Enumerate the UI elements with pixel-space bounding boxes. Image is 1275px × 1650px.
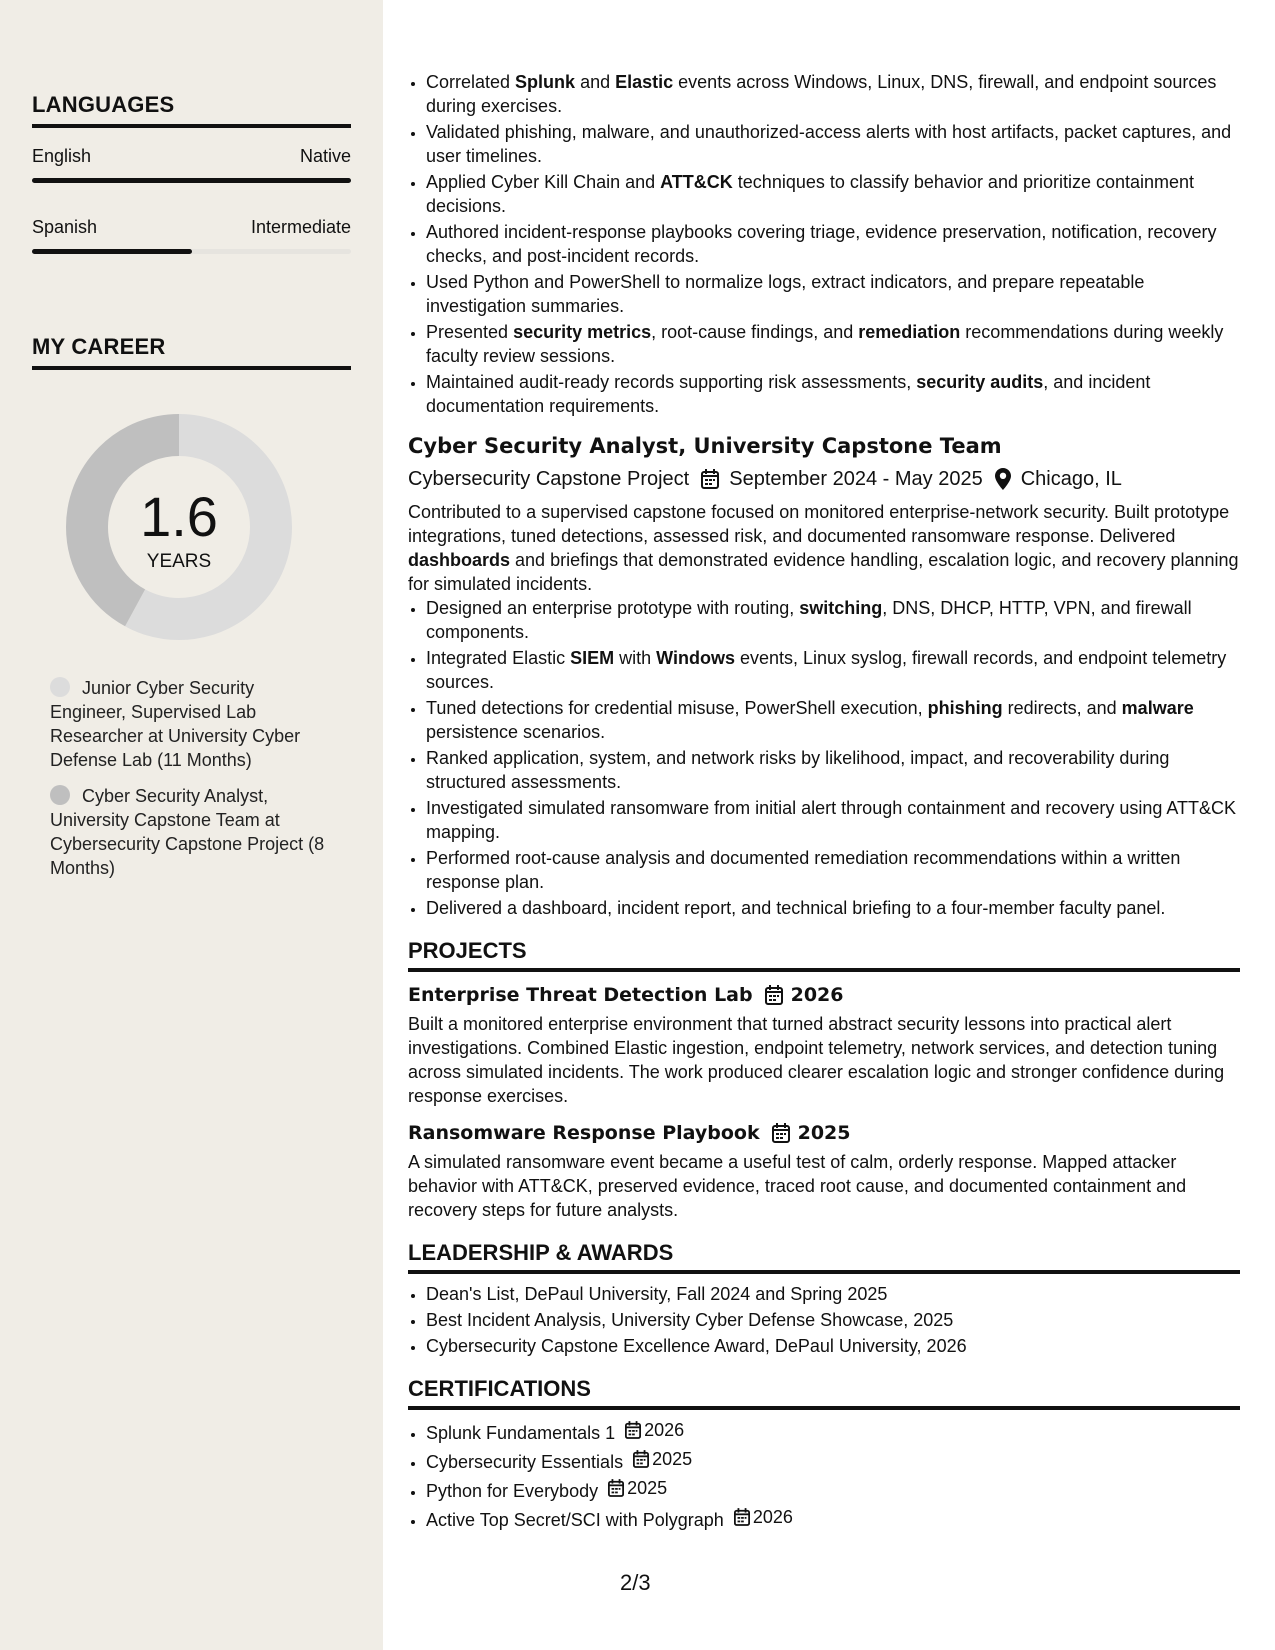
bullet-item: • Ranked application, system, and network risks by likelihood, impact, and recoverability during structured assessments. bbox=[426, 746, 1240, 794]
certification-name: Python for Everybody bbox=[426, 1481, 599, 1501]
calendar-icon bbox=[772, 1123, 790, 1143]
bullet-item: • Investigated simulated ransomware from initial alert through containment and recovery using ATT&CK mapping. bbox=[426, 796, 1240, 844]
bullet-item: • Maintained audit-ready records supporting risk assessments, security audits, and incident documentation requirements. bbox=[426, 370, 1240, 418]
calendar-icon bbox=[701, 469, 719, 489]
certifications-list bbox=[408, 1418, 1240, 1532]
projects-heading: PROJECTS bbox=[408, 938, 1240, 972]
bullet-item: • Performed root-cause analysis and documented remediation recommendations within a written response plan. bbox=[426, 846, 1240, 894]
page-number: 2/3 bbox=[620, 1570, 651, 1595]
project-title: Ransomware Response Playbook bbox=[408, 1122, 760, 1144]
certification-year-group bbox=[734, 1505, 793, 1529]
language-proficiency-bar bbox=[32, 178, 351, 183]
award-item: • Best Incident Analysis, University Cyber Defense Showcase, 2025 bbox=[426, 1308, 1240, 1332]
calendar-icon bbox=[765, 985, 783, 1005]
calendar-icon bbox=[625, 1421, 641, 1439]
bullet-item: • Integrated Elastic SIEM with Windows events, Linux syslog, firewall records, and endpoint telemetry sources. bbox=[426, 646, 1240, 694]
certification-item bbox=[426, 1505, 1240, 1532]
main-content bbox=[408, 70, 1240, 1534]
certification-year-group bbox=[608, 1476, 667, 1500]
career-legend bbox=[50, 676, 330, 892]
calendar-icon bbox=[633, 1450, 649, 1468]
project-description: Built a monitored enterprise environment that turned abstract security lessons into practical alert investigations. Combined Elastic ingestion, endpoint telemetry, network services, and detection tuning across simulated incidents. The work produced clearer escalation logic and stronger confidence during response exercises. bbox=[408, 1014, 1225, 1106]
certifications-heading: CERTIFICATIONS bbox=[408, 1376, 1240, 1410]
project-title: Enterprise Threat Detection Lab bbox=[408, 984, 753, 1006]
bullet-item: • Delivered a dashboard, incident report, and technical briefing to a four-member faculty panel. bbox=[426, 896, 1240, 920]
job-location: Chicago, IL bbox=[1020, 468, 1122, 490]
certification-name: Cybersecurity Essentials bbox=[426, 1452, 624, 1472]
language-level: Native bbox=[299, 146, 351, 166]
award-item: • Dean's List, DePaul University, Fall 2024 and Spring 2025 bbox=[426, 1282, 1240, 1306]
languages-section bbox=[32, 92, 351, 254]
certification-item bbox=[426, 1447, 1240, 1474]
calendar-icon bbox=[608, 1479, 624, 1497]
language-proficiency-fill bbox=[32, 249, 192, 254]
bullet-item: • Designed an enterprise prototype with routing, switching, DNS, DHCP, HTTP, VPN, and firewall components. bbox=[426, 596, 1240, 644]
job-meta bbox=[408, 464, 1240, 494]
project-item bbox=[408, 1120, 1240, 1222]
certification-name: Splunk Fundamentals 1 bbox=[426, 1423, 616, 1443]
bullet-item: • Validated phishing, malware, and unauthorized-access alerts with host artifacts, packet captures, and user timelines. bbox=[426, 120, 1240, 168]
certification-item bbox=[426, 1476, 1240, 1503]
language-level: Intermediate bbox=[250, 217, 351, 237]
previous-job-bullets bbox=[408, 70, 1240, 418]
awards-list bbox=[408, 1282, 1240, 1358]
career-legend-item bbox=[50, 676, 330, 772]
sidebar bbox=[0, 0, 383, 1650]
certification-year: 2025 bbox=[627, 1478, 668, 1498]
project-title-row bbox=[408, 982, 1240, 1008]
bullet-item: • Authored incident-response playbooks covering triage, evidence preservation, notification, recovery checks, and post-incident records. bbox=[426, 220, 1240, 268]
language-list bbox=[32, 146, 351, 254]
language-row bbox=[32, 217, 351, 243]
project-description: A simulated ransomware event became a useful test of calm, orderly response. Mapped attacker behavior with ATT&CK, preserved evidence, traced root cause, and documented containment and recovery steps for future analysts. bbox=[408, 1152, 1187, 1220]
job-company: Cybersecurity Capstone Project bbox=[408, 468, 690, 490]
language-name: English bbox=[32, 146, 92, 166]
career-legend-label: Junior Cyber Security Engineer, Supervised Lab Researcher at University Cyber Defense Lab (11 Months) bbox=[50, 678, 301, 770]
bullet-item: • Correlated Splunk and Elastic events across Windows, Linux, DNS, firewall, and endpoint sources during exercises. bbox=[426, 70, 1240, 118]
projects-list bbox=[408, 982, 1240, 1222]
languages-heading: LANGUAGES bbox=[32, 92, 351, 128]
language-proficiency-fill bbox=[32, 178, 351, 183]
language-item bbox=[32, 146, 351, 183]
language-row bbox=[32, 146, 351, 172]
legend-dot-icon bbox=[50, 785, 70, 805]
language-item bbox=[32, 217, 351, 254]
career-legend-item bbox=[50, 784, 330, 880]
career-donut-chart bbox=[66, 414, 292, 640]
project-year: 2025 bbox=[797, 1122, 851, 1144]
bullet-item: • Applied Cyber Kill Chain and ATT&CK techniques to classify behavior and prioritize containment decisions. bbox=[426, 170, 1240, 218]
certification-year-group bbox=[633, 1447, 692, 1471]
career-legend-label: Cyber Security Analyst, University Capstone Team at Cybersecurity Capstone Project (8 Months) bbox=[50, 786, 325, 878]
job-title: Cyber Security Analyst, University Capstone Team bbox=[408, 434, 1002, 458]
award-item: • Cybersecurity Capstone Excellence Award, DePaul University, 2026 bbox=[426, 1334, 1240, 1358]
legend-dot-icon bbox=[50, 677, 70, 697]
calendar-icon bbox=[734, 1508, 750, 1526]
certification-year: 2026 bbox=[644, 1420, 685, 1440]
language-name: Spanish bbox=[32, 217, 98, 237]
job-bullets bbox=[408, 596, 1240, 920]
certification-year-group bbox=[625, 1418, 684, 1442]
bullet-item: • Used Python and PowerShell to normalize logs, extract indicators, and prepare repeatable investigation summaries. bbox=[426, 270, 1240, 318]
career-years-value: 1.6 bbox=[140, 485, 218, 548]
project-title-row bbox=[408, 1120, 1240, 1146]
project-year: 2026 bbox=[790, 984, 844, 1006]
career-section bbox=[32, 334, 351, 370]
career-years-label: YEARS bbox=[146, 551, 212, 572]
bullet-item: • Presented security metrics, root-cause findings, and remediation recommendations during weekly faculty review sessions. bbox=[426, 320, 1240, 368]
certification-name: Active Top Secret/SCI with Polygraph bbox=[426, 1510, 724, 1530]
location-pin-icon bbox=[995, 468, 1011, 490]
bullet-item: • Tuned detections for credential misuse, PowerShell execution, phishing redirects, and malware persistence scenarios. bbox=[426, 696, 1240, 744]
certification-year: 2026 bbox=[752, 1507, 793, 1527]
certification-item bbox=[426, 1418, 1240, 1445]
job-dates: September 2024 - May 2025 bbox=[729, 468, 983, 490]
career-heading: MY CAREER bbox=[32, 334, 351, 370]
awards-heading: LEADERSHIP & AWARDS bbox=[408, 1240, 1240, 1274]
job-summary: Contributed to a supervised capstone focused on monitored enterprise-network security. Built prototype integrations, tuned detections, assessed risk, and documented ransomware response. Delivered dashboards and briefings that demonstrated evidence handling, escalation logic, and recovery planning for simulated incidents. bbox=[408, 502, 1239, 594]
language-proficiency-bar bbox=[32, 249, 351, 254]
certification-year: 2025 bbox=[652, 1449, 693, 1469]
project-item bbox=[408, 982, 1240, 1108]
